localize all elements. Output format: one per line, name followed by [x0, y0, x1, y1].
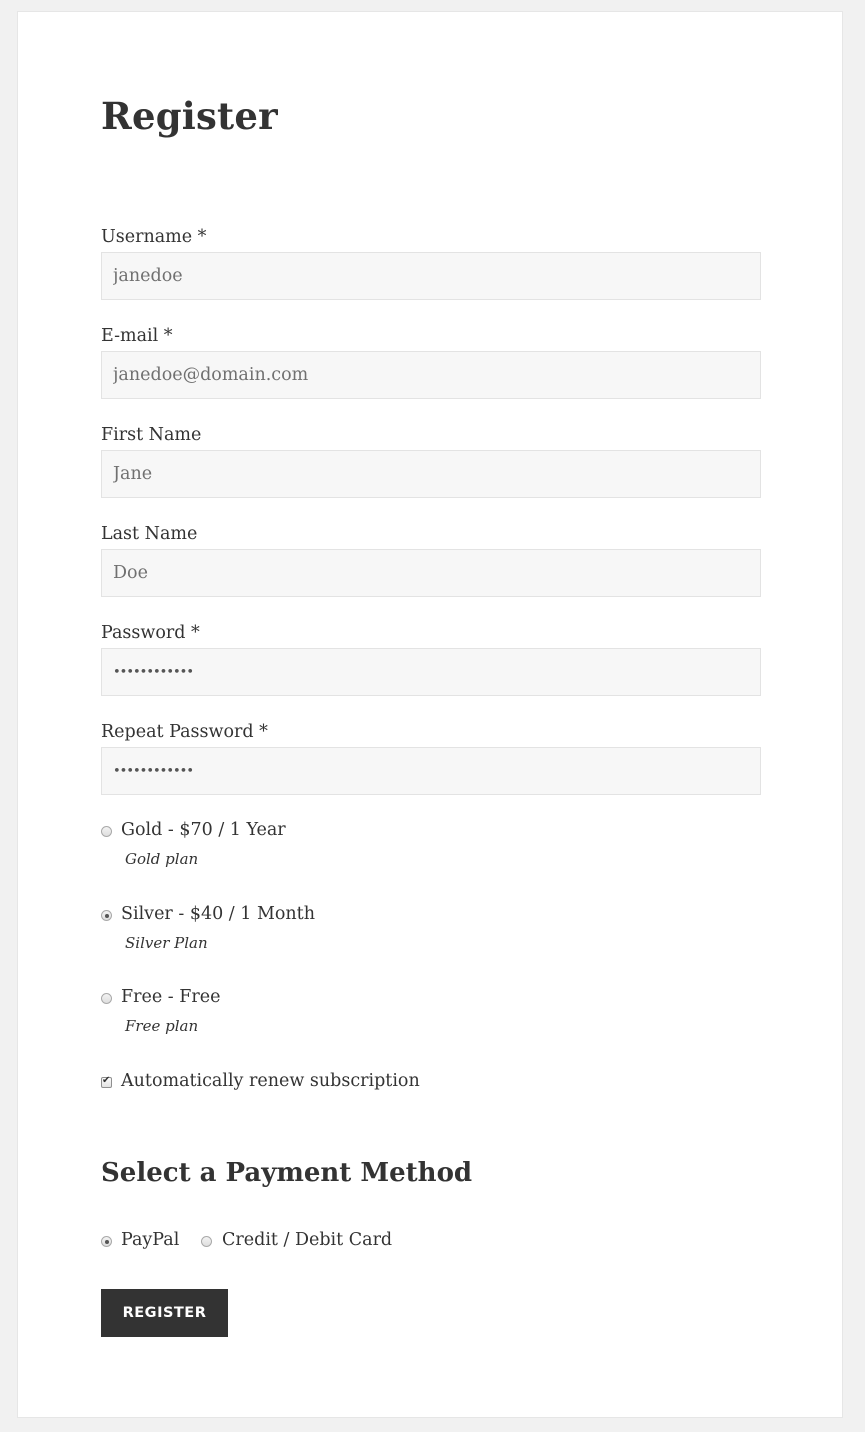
first-name-input[interactable] [101, 450, 761, 498]
payment-paypal-label[interactable]: PayPal [121, 1230, 180, 1250]
register-button[interactable]: REGISTER [101, 1289, 228, 1337]
plan-silver-label: Silver - $40 / 1 Month [121, 904, 315, 924]
plan-gold-description: Gold plan [125, 850, 199, 868]
plan-free-description: Free plan [125, 1017, 199, 1035]
username-field-group [101, 226, 761, 248]
payment-method-title: Select a Payment Method [101, 1158, 473, 1188]
last-name-input[interactable] [101, 549, 761, 597]
plan-gold-radio[interactable] [101, 826, 112, 837]
username-label: Username * [101, 227, 207, 247]
repeat-password-label: Repeat Password * [101, 722, 268, 742]
repeat-password-input[interactable] [101, 747, 761, 795]
checkmark-icon: ✔ [102, 1075, 111, 1086]
password-field-group [101, 622, 761, 644]
first-name-field-group [101, 424, 761, 446]
payment-card-label[interactable]: Credit / Debit Card [222, 1230, 393, 1250]
repeat-password-field-group [101, 721, 761, 743]
last-name-field-group [101, 523, 761, 545]
last-name-label: Last Name [101, 524, 198, 544]
email-label: E-mail * [101, 326, 173, 346]
plan-free-radio[interactable] [101, 993, 112, 1004]
plan-gold-label: Gold - $70 / 1 Year [121, 820, 286, 840]
auto-renew-label: Automatically renew subscription [121, 1071, 420, 1091]
payment-paypal-radio[interactable] [101, 1236, 112, 1247]
password-input[interactable] [101, 648, 761, 696]
password-label: Password * [101, 623, 200, 643]
plan-free-label: Free - Free [121, 987, 221, 1007]
plan-silver-description: Silver Plan [125, 934, 208, 952]
page-title: Register [101, 94, 278, 138]
username-input[interactable] [101, 252, 761, 300]
email-field-group [101, 325, 761, 347]
email-input[interactable] [101, 351, 761, 399]
first-name-label: First Name [101, 425, 202, 445]
register-card [17, 11, 843, 1418]
payment-card-radio[interactable] [201, 1236, 212, 1247]
plan-silver-radio[interactable] [101, 910, 112, 921]
auto-renew-checkbox[interactable] [101, 1077, 112, 1088]
